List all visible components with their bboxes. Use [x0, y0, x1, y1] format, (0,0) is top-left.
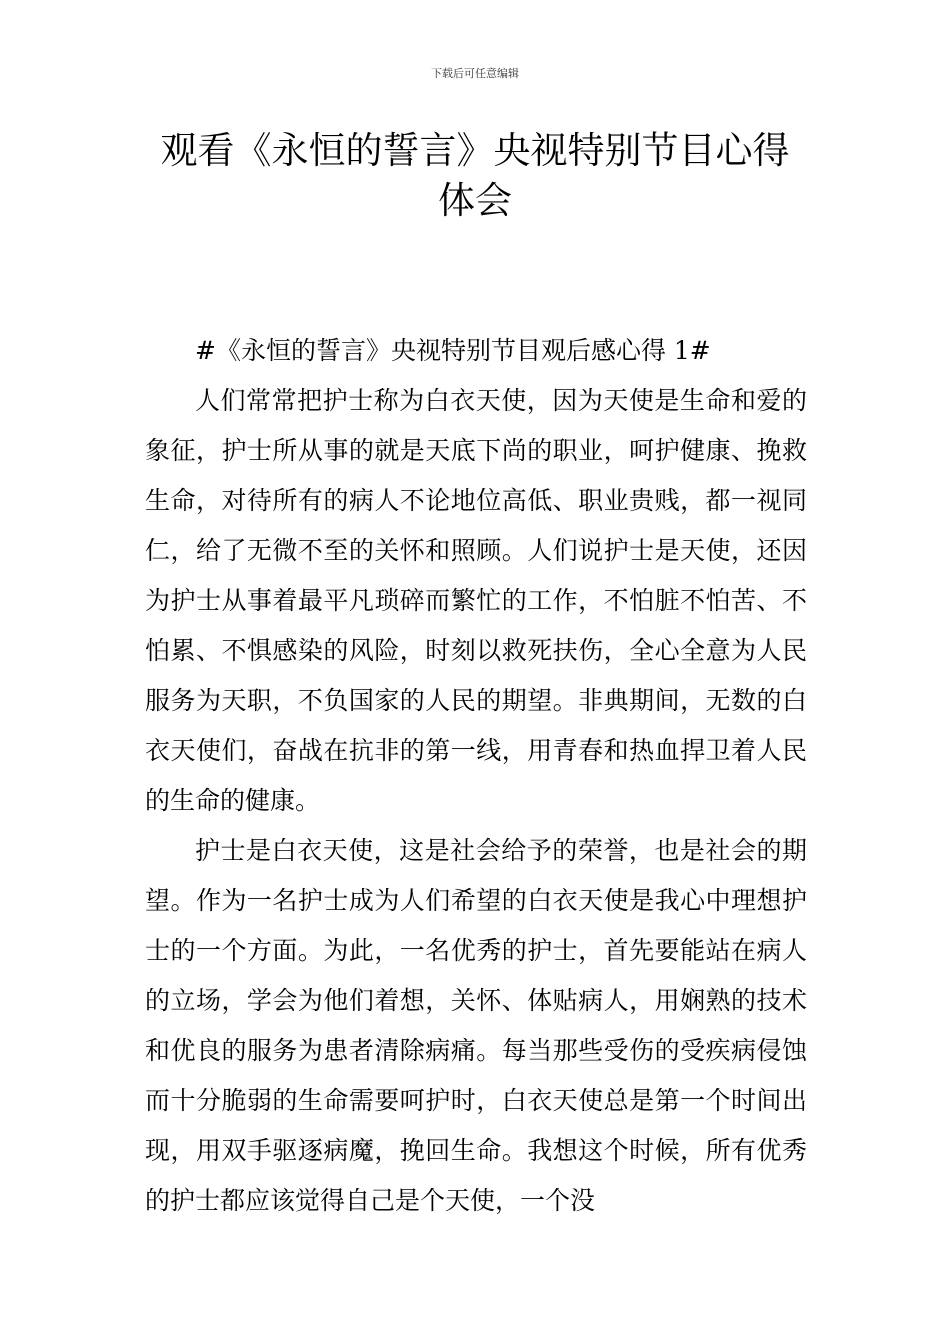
paragraph: 人们常常把护士称为白衣天使，因为天使是生命和爱的象征，护士所从事的就是天底下尚的职业，呵护健康、挽救生命，对待所有的病人不论地位高低、职业贵贱，都一视同仁，给了无微不至的关怀和照顾。人们说护士是天使，还因为护士从事着最平凡琐碎而繁忙的工作，不怕脏不怕苦、不怕累、不惧感染的风险，时刻以救死扶伤，全心全意为人民服务为天职，不负国家的人民的期望。非典期间，无数的白衣天使们，奋战在抗非的第一线，用青春和热血捍卫着人民的生命的健康。	[145, 386, 807, 815]
section-heading: #《永恒的誓言》央视特别节目观后感心得 1#	[195, 336, 711, 365]
document-title: 观看《永恒的誓言》央视特别节目心得体会	[160, 129, 790, 222]
header-note: 下载后可任意编辑	[431, 67, 519, 80]
document-body	[145, 326, 807, 1226]
paragraph: 护士是白衣天使，这是社会给予的荣誉，也是社会的期望。作为一名护士成为人们希望的白衣天使是我心中理想护士的一个方面。为此，一名优秀的护士，首先要能站在病人的立场，学会为他们着想，关怀、体贴病人，用娴熟的技术和优良的服务为患者清除病痛。每当那些受伤的受疾病侵蚀而十分脆弱的生命需要呵护时，白衣天使总是第一个时间出现，用双手驱逐病魔，挽回生命。我想这个时候，所有优秀的护士都应该觉得自己是个天使，一个没	[145, 836, 807, 1215]
